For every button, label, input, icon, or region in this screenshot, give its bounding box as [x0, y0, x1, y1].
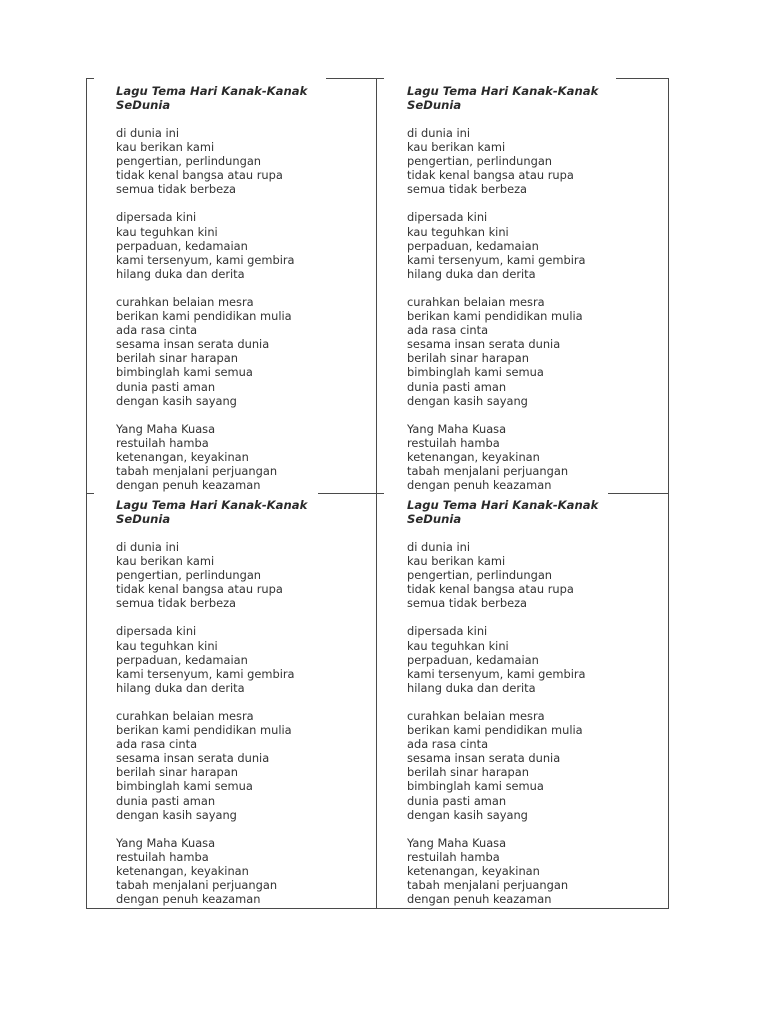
lyric-line: berilah sinar harapan: [407, 765, 529, 780]
lyric-line: dengan penuh keazaman: [116, 892, 261, 907]
lyric-line: kami tersenyum, kami gembira: [407, 252, 586, 267]
lyric-line: berikan kami pendidikan mulia: [407, 723, 583, 738]
stanza: [116, 624, 371, 694]
frame-middle-right: [608, 493, 668, 494]
frame-right: [668, 78, 669, 909]
lyric-line: dipersada kini: [407, 210, 488, 225]
lyric-line: Yang Maha Kuasa: [407, 421, 507, 436]
lyric-line: semua tidak berbeza: [116, 596, 237, 611]
lyric-line: ketenangan, keyakinan: [116, 863, 249, 878]
lyric-line: hilang duka dan derita: [407, 680, 536, 695]
lyric-line: di dunia ini: [116, 540, 179, 554]
lyric-line: di dunia ini: [116, 126, 179, 140]
lyric-line: hilang duka dan derita: [116, 680, 245, 695]
lyric-line: kami tersenyum, kami gembira: [116, 666, 295, 681]
lyric-line: kau teguhkan kini: [116, 638, 218, 653]
stanza: [116, 210, 371, 280]
stanza: [407, 836, 662, 906]
frame-middle-mid: [318, 493, 384, 494]
lyric-line: curahkan belaian mesra: [116, 708, 254, 723]
lyric-line: pengertian, perlindungan: [407, 154, 553, 169]
stanza: [116, 540, 371, 610]
lyric-line: di dunia ini: [407, 126, 470, 140]
lyric-line: ketenangan, keyakinan: [407, 863, 540, 878]
lyric-line: tabah menjalani perjuangan: [116, 463, 278, 478]
lyric-line: tabah menjalani perjuangan: [407, 877, 569, 892]
lyric-line: dunia pasti aman: [407, 793, 507, 808]
lyric-line: restuilah hamba: [407, 849, 500, 864]
lyric-line: berikan kami pendidikan mulia: [407, 309, 583, 324]
lyric-line: restuilah hamba: [116, 435, 209, 450]
lyric-line: pengertian, perlindungan: [116, 154, 262, 169]
lyric-line: berilah sinar harapan: [116, 351, 238, 366]
lyric-line: kau berikan kami: [407, 554, 506, 569]
stanza: [407, 709, 662, 822]
lyric-line: dunia pasti aman: [407, 379, 507, 394]
song-card: [116, 84, 371, 493]
lyric-line: perpaduan, kedamaian: [407, 652, 539, 667]
lyric-line: kami tersenyum, kami gembira: [116, 252, 295, 267]
lyric-line: ada rasa cinta: [116, 737, 198, 752]
lyric-line: Yang Maha Kuasa: [116, 421, 216, 436]
stanza: [407, 126, 662, 196]
lyric-line: tabah menjalani perjuangan: [116, 877, 278, 892]
lyric-line: berilah sinar harapan: [116, 765, 238, 780]
lyric-line: pengertian, perlindungan: [116, 568, 262, 583]
lyric-line: tidak kenal bangsa atau rupa: [407, 582, 574, 597]
lyric-line: dengan kasih sayang: [407, 393, 528, 408]
lyric-line: sesama insan serata dunia: [407, 751, 561, 766]
lyric-line: kami tersenyum, kami gembira: [407, 666, 586, 681]
lyric-line: berikan kami pendidikan mulia: [116, 309, 292, 324]
lyric-line: ada rasa cinta: [407, 737, 489, 752]
lyric-line: dengan penuh keazaman: [407, 892, 552, 907]
lyric-line: dunia pasti aman: [116, 793, 216, 808]
lyric-line: perpaduan, kedamaian: [407, 238, 539, 253]
stanza: [407, 624, 662, 694]
lyric-line: bimbinglah kami semua: [407, 365, 544, 380]
lyric-line: dipersada kini: [407, 624, 488, 639]
lyric-line: dengan kasih sayang: [407, 807, 528, 822]
stanza: [116, 126, 371, 196]
lyric-line: dipersada kini: [116, 624, 197, 639]
lyric-line: Yang Maha Kuasa: [116, 835, 216, 850]
song-title: Lagu Tema Hari Kanak-Kanak SeDunia: [407, 84, 599, 112]
lyric-line: tidak kenal bangsa atau rupa: [407, 168, 574, 183]
frame-bottom: [86, 908, 669, 909]
stanza: [116, 836, 371, 906]
lyric-line: dipersada kini: [116, 210, 197, 225]
lyric-line: di dunia ini: [407, 540, 470, 554]
stanza: [407, 295, 662, 408]
lyric-line: curahkan belaian mesra: [407, 294, 545, 309]
frame-middle-left: [86, 493, 94, 494]
lyric-line: semua tidak berbeza: [407, 182, 528, 197]
lyric-line: hilang duka dan derita: [116, 266, 245, 281]
lyric-line: perpaduan, kedamaian: [116, 652, 248, 667]
lyric-line: bimbinglah kami semua: [407, 779, 544, 794]
lyric-line: berikan kami pendidikan mulia: [116, 723, 292, 738]
stanza: [116, 295, 371, 408]
lyric-line: kau teguhkan kini: [407, 224, 509, 239]
lyric-line: semua tidak berbeza: [407, 596, 528, 611]
lyric-line: ada rasa cinta: [116, 323, 198, 338]
lyric-line: sesama insan serata dunia: [116, 337, 270, 352]
song-card: [407, 84, 662, 493]
lyric-line: Yang Maha Kuasa: [407, 835, 507, 850]
lyric-line: hilang duka dan derita: [407, 266, 536, 281]
lyric-line: berilah sinar harapan: [407, 351, 529, 366]
stanza: [407, 210, 662, 280]
lyric-line: ada rasa cinta: [407, 323, 489, 338]
lyric-line: bimbinglah kami semua: [116, 779, 253, 794]
stanza: [407, 540, 662, 610]
lyric-line: semua tidak berbeza: [116, 182, 237, 197]
lyric-line: dengan penuh keazaman: [407, 478, 552, 493]
lyric-line: dengan penuh keazaman: [116, 478, 261, 493]
lyric-line: ketenangan, keyakinan: [116, 449, 249, 464]
lyric-line: ketenangan, keyakinan: [407, 449, 540, 464]
lyric-line: tidak kenal bangsa atau rupa: [116, 168, 283, 183]
lyric-line: kau berikan kami: [116, 140, 215, 155]
song-title: Lagu Tema Hari Kanak-Kanak SeDunia: [116, 84, 308, 112]
lyric-line: kau teguhkan kini: [116, 224, 218, 239]
lyric-line: pengertian, perlindungan: [407, 568, 553, 583]
lyric-line: kau berikan kami: [407, 140, 506, 155]
song-card: [407, 498, 662, 907]
frame-top-right: [616, 78, 668, 79]
stanza: [407, 422, 662, 492]
lyric-line: perpaduan, kedamaian: [116, 238, 248, 253]
lyric-line: tabah menjalani perjuangan: [407, 463, 569, 478]
lyric-line: kau teguhkan kini: [407, 638, 509, 653]
lyric-line: bimbinglah kami semua: [116, 365, 253, 380]
song-title: Lagu Tema Hari Kanak-Kanak SeDunia: [407, 498, 599, 526]
lyric-line: restuilah hamba: [116, 849, 209, 864]
lyric-line: dengan kasih sayang: [116, 807, 237, 822]
lyric-line: sesama insan serata dunia: [407, 337, 561, 352]
lyric-line: curahkan belaian mesra: [407, 708, 545, 723]
lyric-line: kau berikan kami: [116, 554, 215, 569]
song-title: Lagu Tema Hari Kanak-Kanak SeDunia: [116, 498, 308, 526]
song-card: [116, 498, 371, 907]
lyric-line: curahkan belaian mesra: [116, 294, 254, 309]
lyric-line: restuilah hamba: [407, 435, 500, 450]
stanza: [116, 709, 371, 822]
lyric-line: dengan kasih sayang: [116, 393, 237, 408]
lyric-line: sesama insan serata dunia: [116, 751, 270, 766]
lyric-line: dunia pasti aman: [116, 379, 216, 394]
stanza: [116, 422, 371, 492]
lyric-line: tidak kenal bangsa atau rupa: [116, 582, 283, 597]
frame-top-left: [86, 78, 94, 79]
